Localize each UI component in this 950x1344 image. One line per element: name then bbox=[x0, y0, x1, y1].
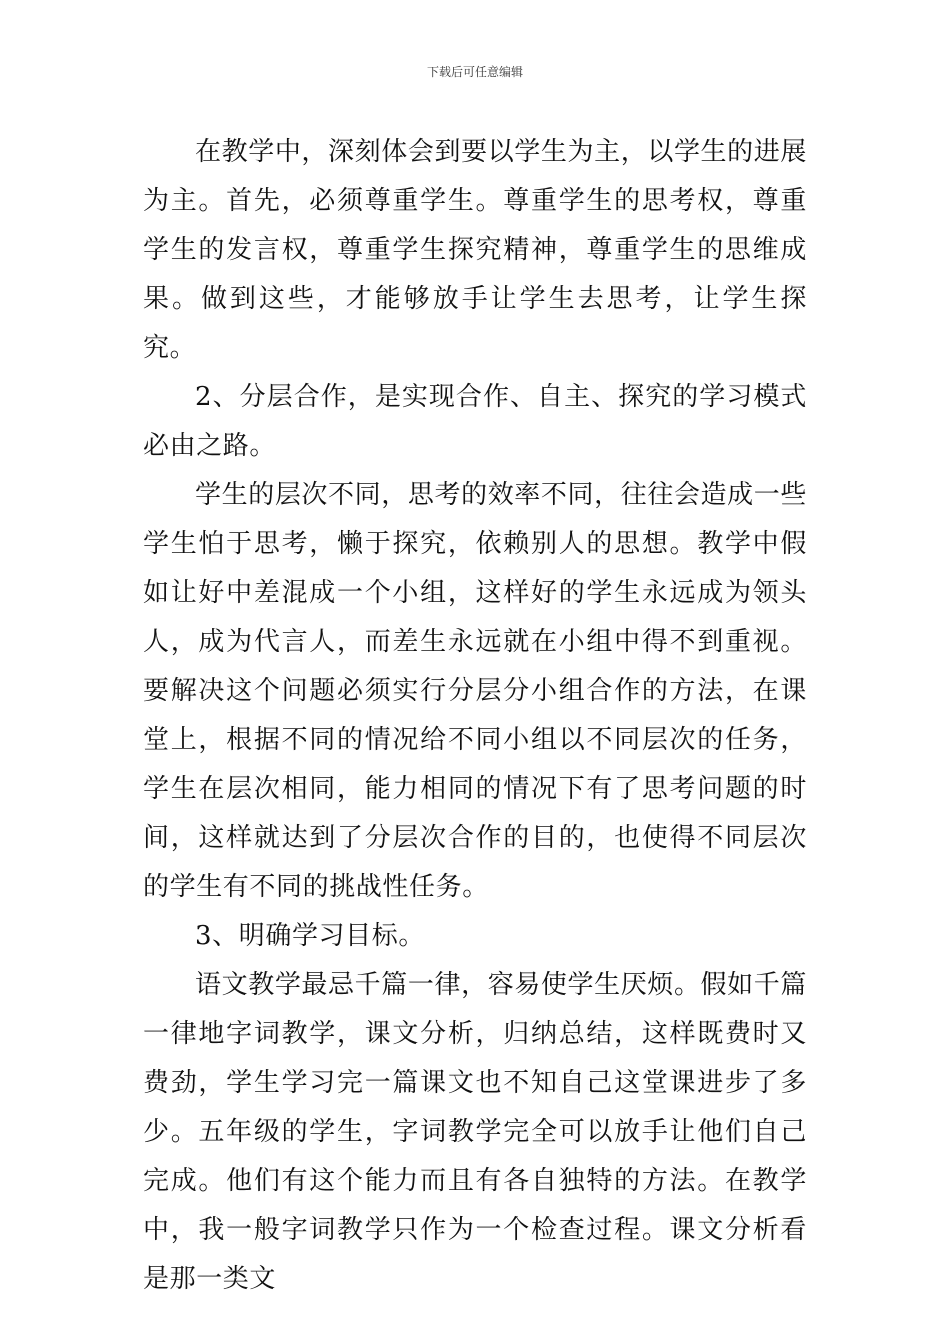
paragraph-1: 在教学中，深刻体会到要以学生为主，以学生的进展为主。首先，必须尊重学生。尊重学生的思考权，尊重学生的发言权，尊重学生探究精神，尊重学生的思维成果。做到这些，才能够放手让学生去思考，让学生探究。 bbox=[143, 137, 807, 363]
paragraph-2-heading: 2、分层合作，是实现合作、自主、探究的学习模式必由之路。 bbox=[143, 382, 807, 461]
paragraph-4-heading: 3、明确学习目标。 bbox=[195, 921, 425, 951]
paragraph-5: 语文教学最忌千篇一律，容易使学生厌烦。假如千篇一律地字词教学，课文分析，归纳总结，这样既费时又费劲，学生学习完一篇课文也不知自己这堂课进步了多少。五年级的学生，字词教学完全可以放手让他们自己完成。他们有这个能力而且有各自独特的方法。在教学中，我一般字词教学只作为一个检查过程。课文分析看是那一类文 bbox=[143, 970, 807, 1294]
document-body bbox=[143, 128, 807, 1304]
page-header: 下载后可任意编辑 bbox=[426, 65, 523, 79]
paragraph-3: 学生的层次不同，思考的效率不同，往往会造成一些学生怕于思考，懒于探究，依赖别人的思想。教学中假如让好中差混成一个小组，这样好的学生永远成为领头人，成为代言人，而差生永远就在小组中得不到重视。要解决这个问题必须实行分层分小组合作的方法，在课堂上，根据不同的情况给不同小组以不同层次的任务，学生在层次相同，能力相同的情况下有了思考问题的时间，这样就达到了分层次合作的目的，也使得不同层次的学生有不同的挑战性任务。 bbox=[143, 480, 807, 902]
